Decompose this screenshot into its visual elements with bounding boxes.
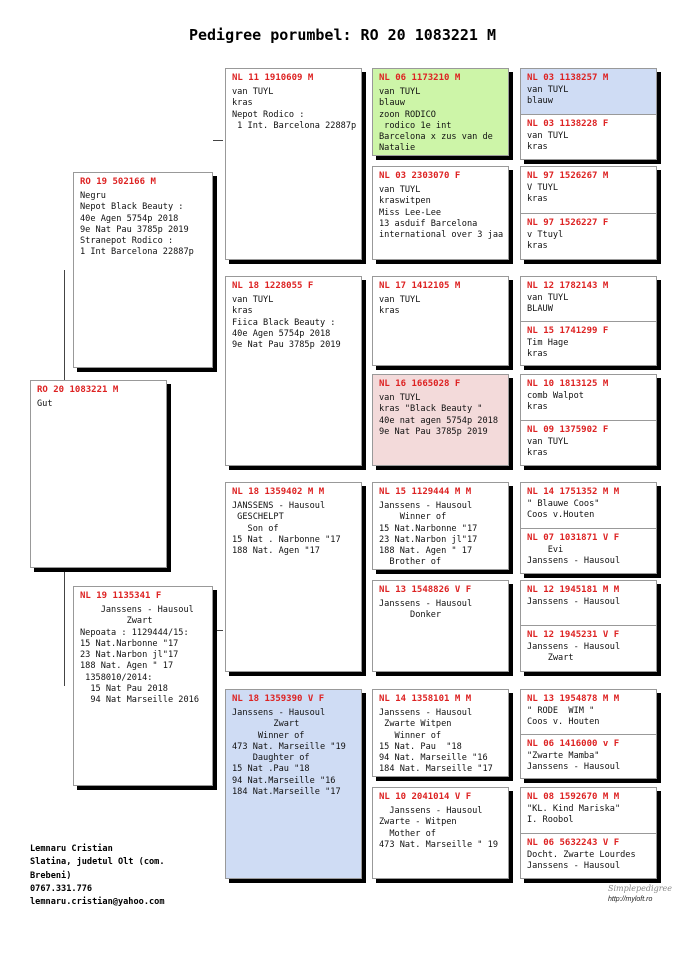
gen3-ring-5: NL 15 1129444 M M: [379, 487, 472, 497]
main-ring-number: RO 20 1083221 M: [37, 385, 119, 395]
connector-main-v: [64, 270, 65, 380]
gen4-ring-6: NL 15 1741299 F: [527, 326, 609, 336]
connector-sire-h: [213, 140, 223, 141]
gen3-description-6: Janssens - Hausoul Donker: [379, 599, 473, 621]
gen2-card-1[interactable]: [225, 68, 362, 260]
gen2-card-3[interactable]: [225, 482, 362, 672]
sire-ring-number: RO 19 502166 M: [80, 177, 156, 187]
gen4-pair-8: [520, 787, 657, 879]
gen4-description-12: Janssens - Hausoul Zwart: [527, 642, 621, 664]
gen4-ring-4: NL 97 1526227 F: [527, 218, 609, 228]
gen4-ring-14: NL 06 1416000 v F: [527, 739, 620, 749]
gen4-ring-9: NL 14 1751352 M M: [527, 487, 620, 497]
gen3-description-1: van TUYL blauw zoon RODICO rodico 1e int Barcelona x zus van de Natalie: [379, 87, 493, 154]
gen4-ring-15: NL 08 1592670 M M: [527, 792, 620, 802]
gen4-description-6: Tim Hage kras: [527, 338, 569, 360]
gen4-card-12[interactable]: [521, 625, 656, 671]
gen4-pair-2: [520, 166, 657, 260]
gen3-ring-1: NL 06 1173210 M: [379, 73, 461, 83]
gen4-card-4[interactable]: [521, 213, 656, 259]
gen3-card-1[interactable]: [372, 68, 509, 156]
gen4-description-7: comb Walpot kras: [527, 391, 584, 413]
footer-url[interactable]: http://myloft.ro: [608, 896, 653, 903]
gen3-description-3: van TUYL kras: [379, 295, 421, 317]
dam-description: Janssens - Hausoul Zwart Nepoata : 1129444/15: 15 Nat.Narbonne "17 23 Nat.Narbon jl"17 188 Nat. Agen " 17 1358010/2014: 15 Nat Pau 2018 94 Nat Marseille 2016: [80, 605, 199, 706]
gen2-description-2: van TUYL kras Fiica Black Beauty : 40e Agen 5754p 2018 9e Nat Pau 3785p 2019: [232, 295, 341, 351]
gen4-ring-12: NL 12 1945231 V F: [527, 630, 620, 640]
main-pigeon-card[interactable]: [30, 380, 167, 568]
gen4-card-7[interactable]: [521, 375, 656, 420]
gen4-pair-1: [520, 68, 657, 160]
gen4-ring-8: NL 09 1375902 F: [527, 425, 609, 435]
gen4-card-13[interactable]: [521, 690, 656, 734]
gen4-ring-2: NL 03 1138228 F: [527, 119, 609, 129]
gen4-description-2: van TUYL kras: [527, 131, 569, 153]
gen3-ring-8: NL 10 2041014 V F: [379, 792, 472, 802]
gen4-description-16: Docht. Zwarte Lourdes Janssens - Hausoul: [527, 850, 636, 872]
gen3-card-5[interactable]: [372, 482, 509, 570]
gen2-ring-3: NL 18 1359402 M M: [232, 487, 325, 497]
dam-ring-number: NL 19 1135341 F: [80, 591, 162, 601]
gen4-pair-5: [520, 482, 657, 574]
gen4-description-3: V TUYL kras: [527, 183, 559, 205]
gen2-description-3: JANSSENS - Hausoul GESCHELPT Son of 15 Nat . Narbonne "17 188 Nat. Agen "17: [232, 501, 341, 557]
gen4-description-5: van TUYL BLAUW: [527, 293, 569, 315]
gen4-description-8: van TUYL kras: [527, 437, 569, 459]
gen4-card-6[interactable]: [521, 321, 656, 365]
gen4-ring-3: NL 97 1526267 M: [527, 171, 609, 181]
owner-contact: Lemnaru Cristian Slatina, judetul Olt (com. Brebeni) 0767.331.776 lemnaru.cristian@yahoo.com: [30, 844, 165, 908]
gen4-description-15: "KL. Kind Mariska" I. Roobol: [527, 804, 621, 826]
gen4-card-15[interactable]: [521, 788, 656, 833]
gen4-description-11: Janssens - Hausoul: [527, 597, 621, 607]
gen4-description-9: " Blauwe Coos" Coos v.Houten: [527, 499, 600, 521]
connector-main-v2: [64, 568, 65, 686]
gen3-description-8: Janssens - Hausoul Zwarte - Witpen Mother of 473 Nat. Marseille " 19: [379, 806, 498, 850]
gen4-card-2[interactable]: [521, 114, 656, 159]
gen4-pair-6: [520, 580, 657, 672]
gen4-card-9[interactable]: [521, 483, 656, 528]
sire-description: Negru Nepot Black Beauty : 40e Agen 5754p 2018 9e Nat Pau 3785p 2019 Stranepot Rodico : 1 Int Barcelona 22887p: [80, 191, 194, 258]
gen4-pair-4: [520, 374, 657, 466]
gen4-description-10: Evi Janssens - Hausoul: [527, 545, 621, 567]
gen4-card-10[interactable]: [521, 528, 656, 573]
gen4-ring-16: NL 06 5632243 V F: [527, 838, 620, 848]
gen3-card-3[interactable]: [372, 276, 509, 366]
gen4-card-3[interactable]: [521, 167, 656, 213]
connector-dam-h: [213, 630, 223, 631]
gen4-pair-7: [520, 689, 657, 779]
main-description: Gut: [37, 399, 53, 409]
gen2-description-4: Janssens - Hausoul Zwart Winner of 473 Nat. Marseille "19 Daughter of 15 Nat .Pau "18 94 Nat.Marseille "16 184 Nat.Marseille "17: [232, 708, 346, 798]
gen2-card-4[interactable]: [225, 689, 362, 879]
gen3-description-4: van TUYL kras "Black Beauty " 40e nat agen 5754p 2018 9e Nat Pau 3785p 2019: [379, 393, 498, 437]
gen3-ring-4: NL 16 1665028 F: [379, 379, 461, 389]
gen2-description-1: van TUYL kras Nepot Rodico : 1 Int. Barcelona 22887p: [232, 87, 357, 131]
sire-card[interactable]: [73, 172, 213, 368]
gen4-card-11[interactable]: [521, 581, 656, 625]
gen2-ring-1: NL 11 1910609 M: [232, 73, 314, 83]
gen4-description-1: van TUYL blauw: [527, 85, 569, 107]
gen4-ring-11: NL 12 1945181 M M: [527, 585, 620, 595]
gen2-ring-4: NL 18 1359390 V F: [232, 694, 325, 704]
gen4-card-16[interactable]: [521, 833, 656, 878]
gen3-card-8[interactable]: [372, 787, 509, 879]
gen3-ring-2: NL 03 2303070 F: [379, 171, 461, 181]
dam-card[interactable]: [73, 586, 213, 786]
gen4-card-5[interactable]: [521, 277, 656, 321]
gen2-ring-2: NL 18 1228055 F: [232, 281, 314, 291]
gen3-description-2: van TUYL kraswitpen Miss Lee-Lee 13 asduif Barcelona international over 3 jaa: [379, 185, 504, 241]
gen4-description-13: " RODE WIM " Coos v. Houten: [527, 706, 600, 728]
gen3-card-4[interactable]: [372, 374, 509, 466]
gen4-card-1[interactable]: [521, 69, 656, 114]
gen4-ring-13: NL 13 1954878 M M: [527, 694, 620, 704]
gen3-ring-6: NL 13 1548826 V F: [379, 585, 472, 595]
gen4-card-14[interactable]: [521, 734, 656, 778]
gen2-card-2[interactable]: [225, 276, 362, 466]
gen4-card-8[interactable]: [521, 420, 656, 465]
gen3-description-5: Janssens - Hausoul Winner of 15 Nat.Narbonne "17 23 Nat.Narbon jl"17 188 Nat. Agen " 17 Brother of: [379, 501, 478, 568]
gen3-card-7[interactable]: [372, 689, 509, 777]
gen3-ring-3: NL 17 1412105 M: [379, 281, 461, 291]
gen3-card-6[interactable]: [372, 580, 509, 672]
gen4-ring-10: NL 07 1031871 V F: [527, 533, 620, 543]
gen3-description-7: Janssens - Hausoul Zwarte Witpen Winner of 15 Nat. Pau "18 94 Nat. Marseille "16 184 Nat. Marseille "17: [379, 708, 493, 775]
gen4-ring-1: NL 03 1138257 M: [527, 73, 609, 83]
gen4-ring-5: NL 12 1782143 M: [527, 281, 609, 291]
gen4-description-14: "Zwarte Mamba" Janssens - Hausoul: [527, 751, 621, 773]
gen4-description-4: v Ttuyl kras: [527, 230, 564, 252]
gen4-pair-3: [520, 276, 657, 366]
gen3-ring-7: NL 14 1358101 M M: [379, 694, 472, 704]
gen3-card-2[interactable]: [372, 166, 509, 260]
footer-signature: Simplepedigree: [608, 884, 672, 893]
gen4-ring-7: NL 10 1813125 M: [527, 379, 609, 389]
page-title: Pedigree porumbel: RO 20 1083221 M: [188, 26, 497, 44]
